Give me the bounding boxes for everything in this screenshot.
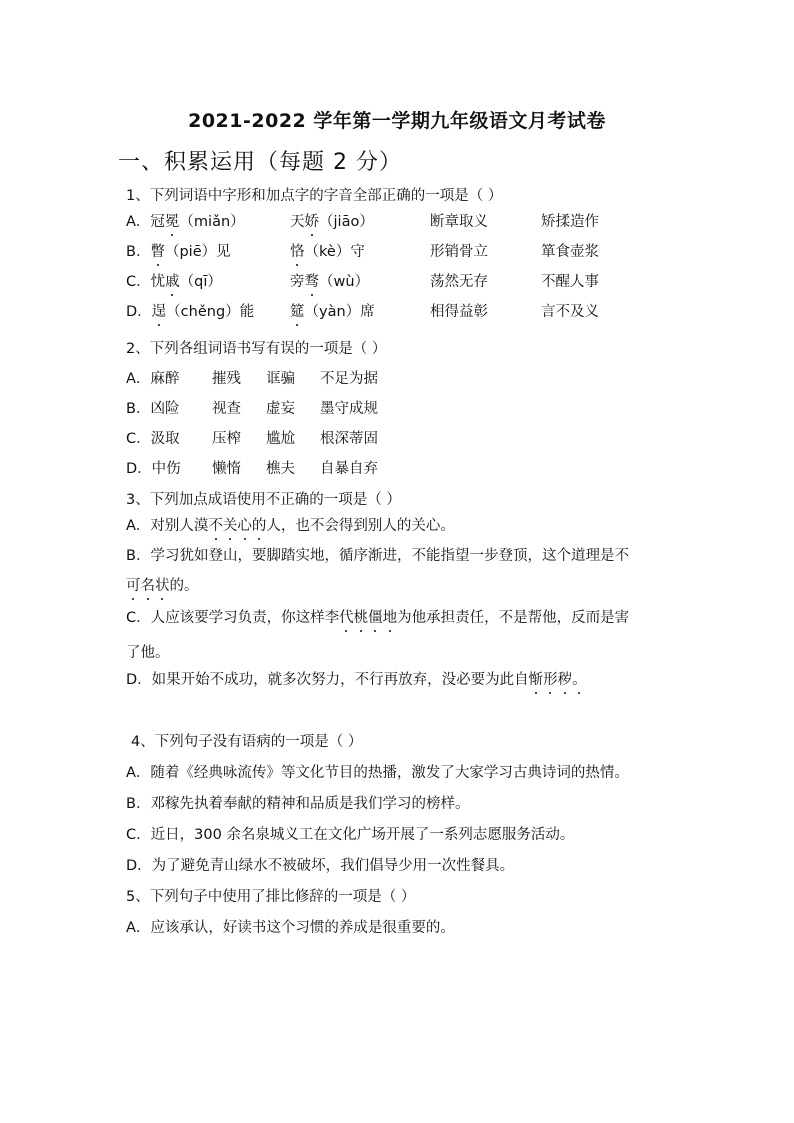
emphasis-dot-char: 骛 [304, 274, 319, 290]
q2-a-2: 摧残 [212, 371, 241, 387]
q3-option-d: D．如果开始不成功，就多次努力，不行再放弃，没必要为此自惭形秽。 [126, 672, 587, 688]
emphasis-dot-char: 地 [382, 610, 398, 626]
emphasis-dot-char: 戚 [165, 274, 180, 290]
q2-a-1: A．麻醉 [126, 371, 180, 387]
q1-a-4: 矫揉造作 [541, 214, 599, 230]
q4-stem: 4、下列句子没有语病的一项是（ ） [131, 734, 363, 750]
q1-b-3: 形销骨立 [430, 244, 488, 260]
emphasis-dot-char: 关 [222, 518, 238, 534]
q1-a-2: 天娇（jiāo） [290, 214, 374, 230]
q5-option-a: A．应该承认，好读书这个习惯的养成是很重要的。 [126, 920, 455, 936]
q2-d-3: 樵夫 [266, 461, 295, 477]
emphasis-dot-char: 。 [572, 672, 587, 688]
q3-option-c-line1: C．人应该要学习负责，你这样李代桃僵地为他承担责任，不是帮他，反而是害 [126, 610, 630, 626]
q4-option-b: B．邓稼先执着奉献的精神和品质是我们学习的榜样。 [126, 796, 470, 812]
section-heading: 一、积累运用（每题 2 分） [118, 150, 402, 175]
q4-option-d: D．为了避免青山绿水不被破坏，我们倡导少用一次性餐具。 [126, 858, 515, 874]
q2-b-2: 视查 [212, 401, 241, 417]
q1-d-4: 言不及义 [541, 304, 599, 320]
emphasis-dot-char: 不 [208, 518, 223, 534]
q2-c-1: C．汲取 [126, 431, 180, 447]
q2-c-3: 尴尬 [266, 431, 295, 447]
q2-a-3: 诓骗 [266, 371, 295, 387]
q1-a-1: A．冠冕（miǎn） [126, 214, 245, 230]
q1-c-1: C．忧戚（qī） [126, 274, 222, 290]
emphasis-dot-char: 心 [237, 518, 252, 534]
q2-d-4: 自暴自弃 [320, 461, 378, 477]
q4-option-c: C．近日，300 余名泉城义工在文化广场开展了一系列志愿服务活动。 [126, 827, 575, 843]
q1-a-3: 断章取义 [430, 214, 488, 230]
q2-c-4: 根深蒂固 [320, 431, 378, 447]
emphasis-dot-char: 筵 [290, 304, 305, 320]
q2-b-3: 虚妄 [266, 401, 295, 417]
emphasis-dot-char: 名 [140, 578, 155, 594]
emphasis-dot-char: 瞥 [150, 244, 165, 260]
emphasis-dot-char: 形 [543, 672, 558, 688]
q1-b-4: 箪食壶浆 [541, 244, 599, 260]
q2-stem: 2、下列各组词语书写有误的一项是（ ） [126, 341, 387, 357]
q2-b-1: B．凶险 [126, 401, 180, 417]
q2-d-1: D．中伤 [126, 461, 181, 477]
q1-b-2: 恪（kè）守 [290, 244, 365, 260]
q1-d-3: 相得益彰 [430, 304, 488, 320]
q3-option-b-line1: B．学习犹如登山，要脚踏实地，循序渐进，不能指望一步登顶，这个道理是不 [126, 548, 629, 564]
exam-title: 2021-2022 学年第一学期九年级语文月考试卷 [188, 110, 606, 132]
emphasis-dot-char: 的 [251, 518, 267, 534]
q3-option-a: A．对别人漠不关心的人，也不会得到别人的关心。 [126, 518, 455, 534]
q1-d-1: D．逞（chěng）能 [126, 304, 255, 320]
emphasis-dot-char: 桃 [353, 610, 369, 626]
q2-c-2: 压榨 [212, 431, 241, 447]
emphasis-dot-char: 状 [155, 578, 170, 594]
q3-option-c-line2: 了他。 [126, 645, 170, 661]
q1-d-2: 筵（yàn）席 [290, 304, 375, 320]
q3-option-b-line2: 可名状的。 [126, 578, 199, 594]
emphasis-dot-char: 惭 [528, 672, 544, 688]
q4-option-a: A．随着《经典咏流传》等文化节目的热播，激发了大家学习古典诗词的热情。 [126, 765, 629, 781]
q1-stem: 1、下列词语中字形和加点字的字音全部正确的一项是（ ） [126, 188, 503, 204]
emphasis-dot-char: 秽 [557, 672, 573, 688]
emphasis-dot-char: 恪 [290, 244, 305, 260]
emphasis-dot-char: 可 [126, 578, 141, 594]
q1-c-4: 不醒人事 [541, 274, 599, 290]
q1-c-3: 荡然无存 [430, 274, 488, 290]
emphasis-dot-char: 代 [339, 610, 354, 626]
q5-stem: 5、下列句子中使用了排比修辞的一项是（ ） [126, 889, 416, 905]
q3-stem: 3、下列加点成语使用不正确的一项是（ ） [126, 492, 401, 508]
emphasis-dot-char: 逞 [151, 304, 167, 320]
q1-c-2: 旁骛（wù） [290, 274, 370, 290]
q2-b-4: 墨守成规 [320, 401, 378, 417]
q1-b-1: B．瞥（piē）见 [126, 244, 231, 260]
q2-d-2: 懒惰 [212, 461, 241, 477]
emphasis-dot-char: 娇 [304, 214, 319, 230]
emphasis-dot-char: 僵 [368, 610, 383, 626]
q2-a-4: 不足为据 [320, 371, 378, 387]
emphasis-dot-char: 冕 [164, 214, 180, 230]
